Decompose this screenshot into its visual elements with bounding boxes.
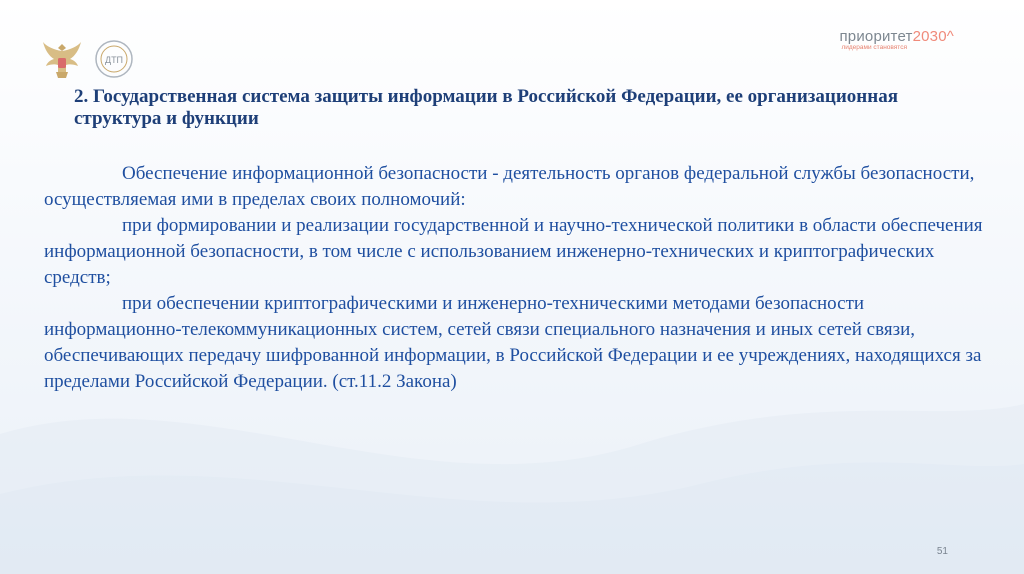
brand-logo [839, 28, 954, 51]
page-number: 51 [936, 546, 948, 557]
paragraph: при обеспечении криптографическими и инженерно-техническими методами безопасности информационно-телекоммуникационных систем, сетей связи специального назначения и иных сетей связи, обеспечивающих передачу шифрованной информации, в Российской Федерации и ее учреждениях, находящихся за пределами Российской Федерации. (ст.11.2 Закона) [44, 293, 982, 392]
slide-body [44, 161, 994, 395]
brand-year: 2030 [912, 28, 947, 45]
brand-name: приоритет [839, 28, 913, 45]
coat-of-arms-icon [40, 38, 84, 80]
organization-monogram: ДТП [104, 55, 124, 65]
paragraph: Обеспечение информационной безопасности - деятельность органов федеральной службы безопасности, осуществляемая ими в пределах своих полномочий: [44, 163, 975, 210]
brand-tagline: лидерами становятся [841, 44, 907, 51]
paragraph: при формировании и реализации государственной и научно-технической политики в области обеспечения информационной безопасности, в том числе с использованием инженерно-технических и криптографических средств; [44, 215, 983, 288]
slide-title: 2. Государственная система защиты информации в Российской Федерации, ее организационная структура и функции [74, 86, 898, 129]
brand-caret-icon: ^ [946, 28, 954, 45]
organization-logo-icon [94, 39, 134, 79]
header-logos [40, 38, 134, 80]
